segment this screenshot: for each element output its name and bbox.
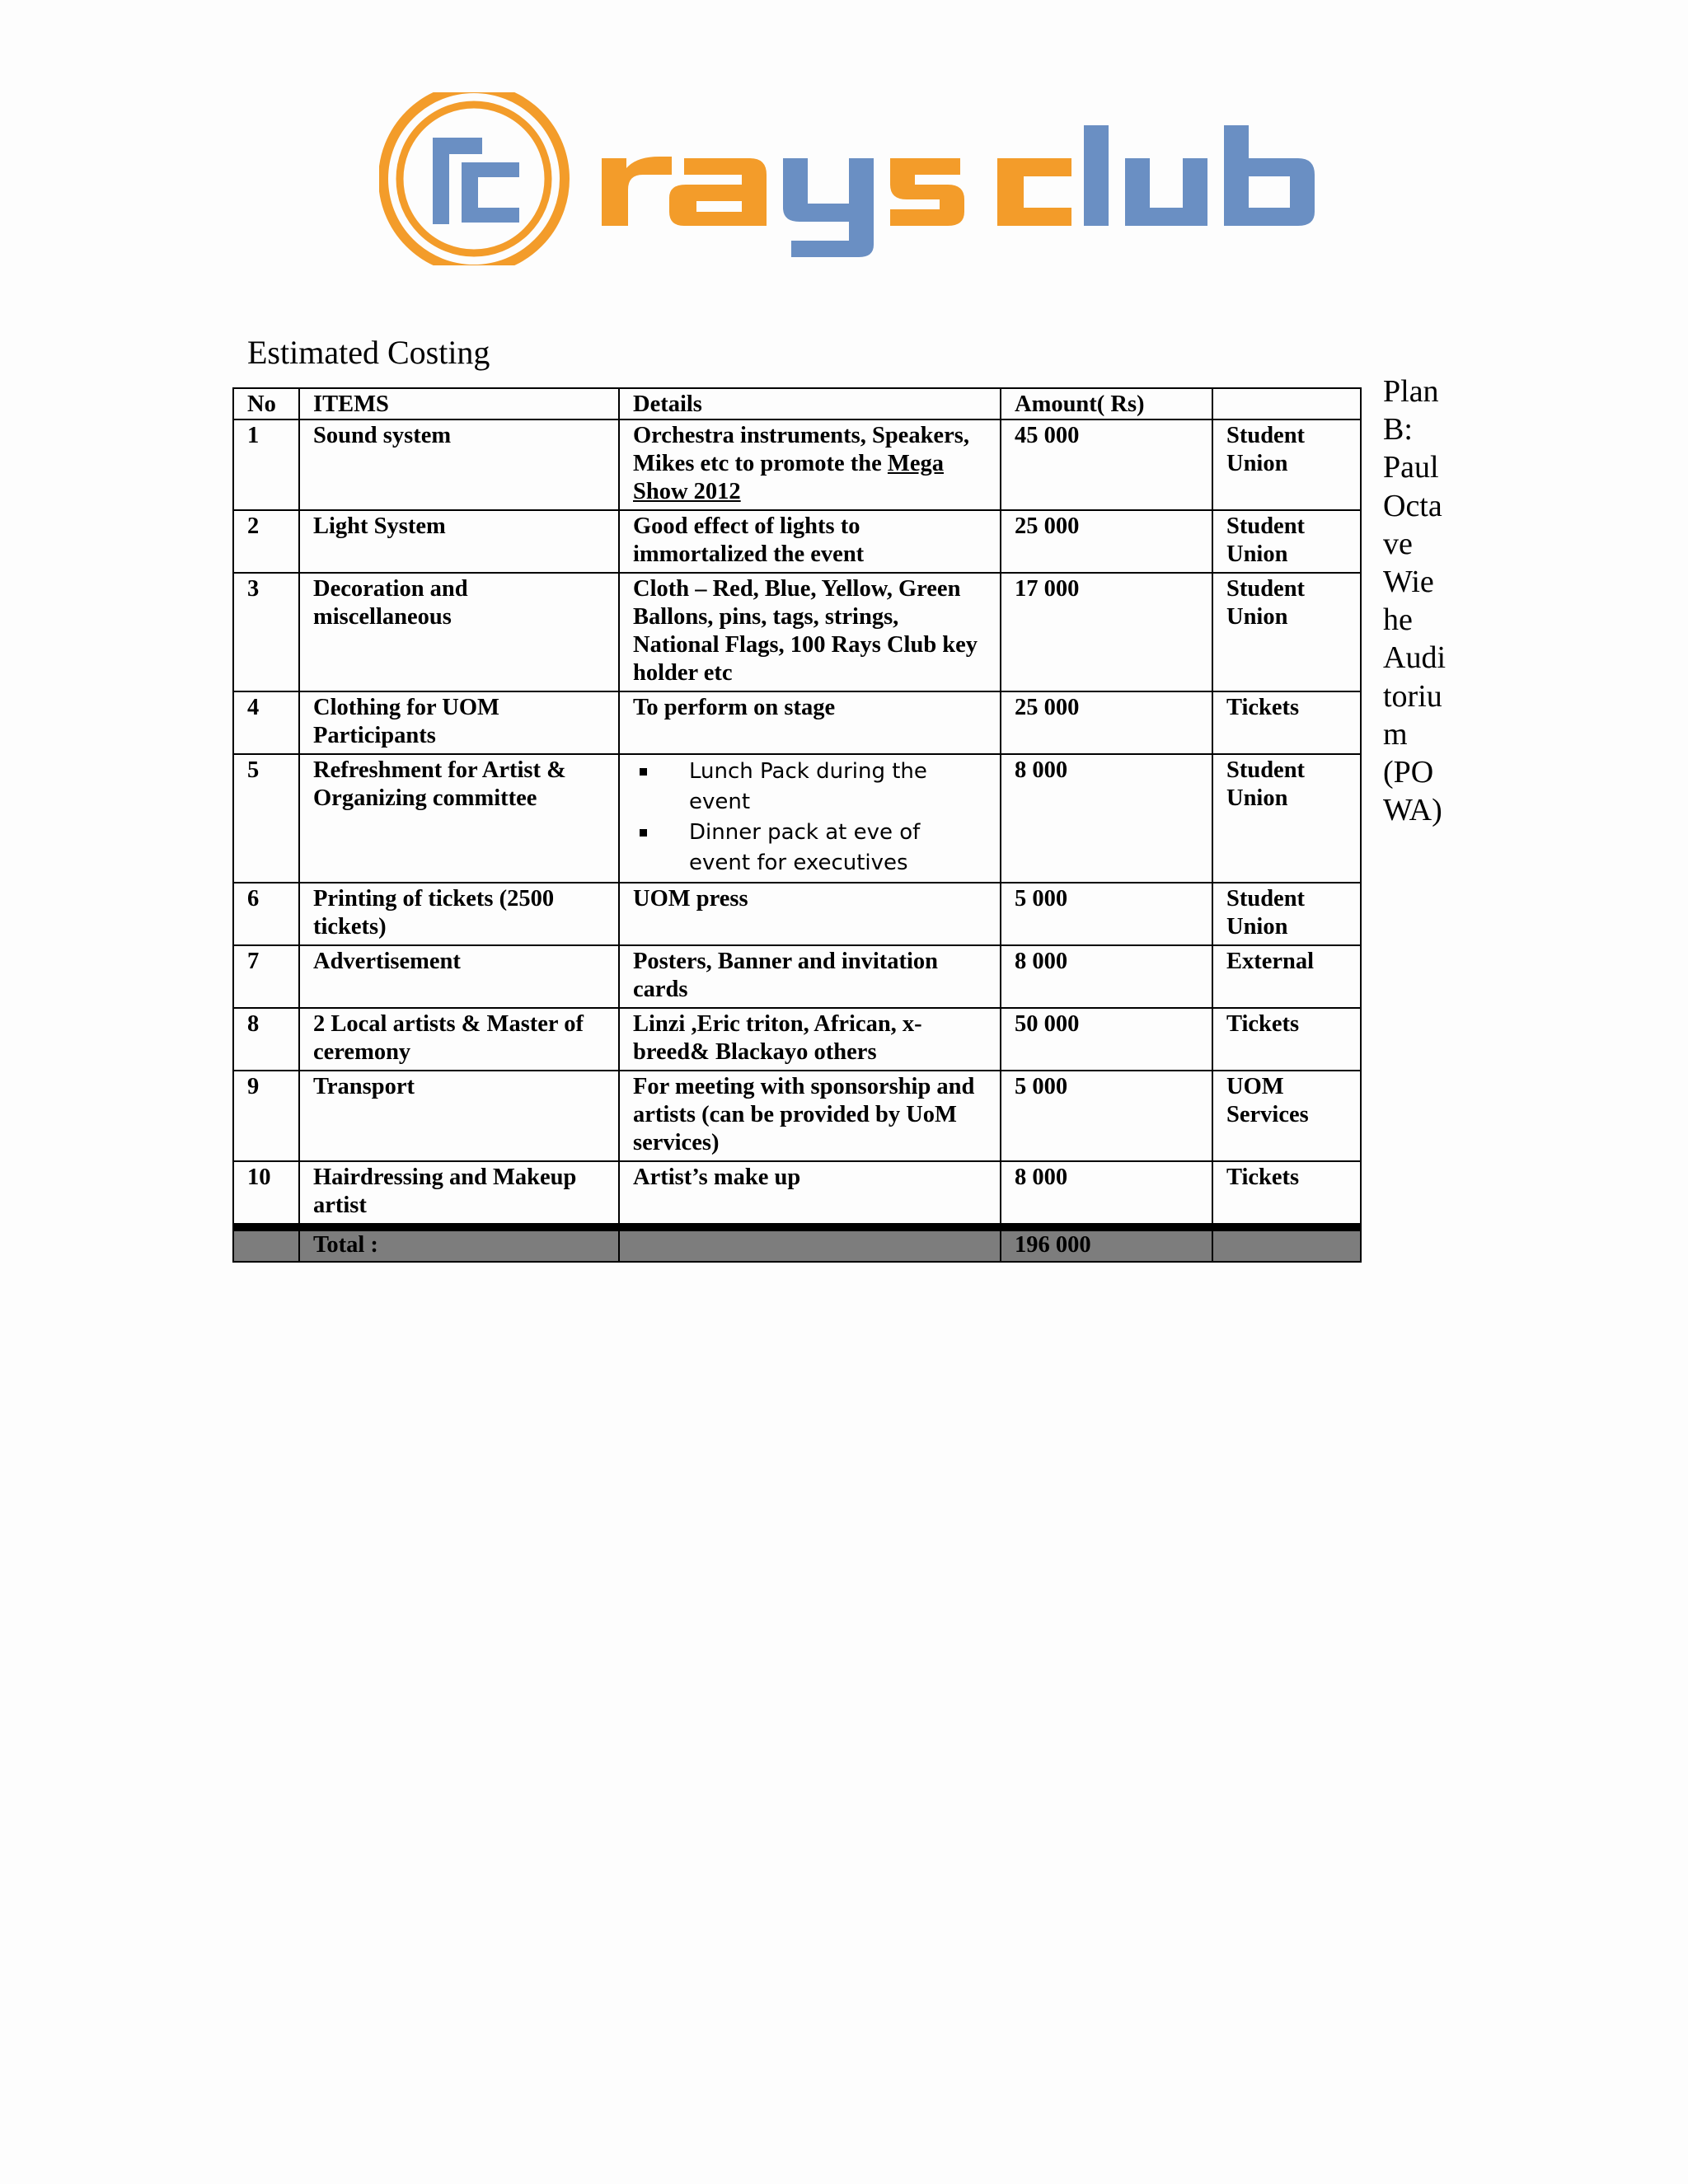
- row-details: Linzi ,Eric triton, African, x-breed& Blackayo others: [619, 1008, 1001, 1071]
- table-row: [233, 1071, 1361, 1161]
- row-source: Student Union: [1212, 883, 1361, 945]
- row-amount: 45 000: [1001, 419, 1212, 510]
- row-no: 5: [233, 754, 299, 883]
- col-header-no: No: [233, 388, 299, 419]
- row-details: [619, 754, 1001, 883]
- row-details: To perform on stage: [619, 691, 1001, 754]
- row-amount: 8 000: [1001, 1161, 1212, 1227]
- row-item: Clothing for UOM Participants: [299, 691, 619, 754]
- total-source-cell: [1212, 1227, 1361, 1262]
- row-amount: 25 000: [1001, 510, 1212, 573]
- row-item: Transport: [299, 1071, 619, 1161]
- table-row: [233, 419, 1361, 510]
- row-details: UOM press: [619, 883, 1001, 945]
- row-source: UOM Services: [1212, 1071, 1361, 1161]
- row-amount: 50 000: [1001, 1008, 1212, 1071]
- row-details-text: Orchestra instruments, Speakers, Mikes etc to promote the: [633, 423, 969, 476]
- row-no: 1: [233, 419, 299, 510]
- row-source: Student Union: [1212, 419, 1361, 510]
- table-row: [233, 883, 1361, 945]
- row-no: 6: [233, 883, 299, 945]
- col-header-items: ITEMS: [299, 388, 619, 419]
- row-amount: 8 000: [1001, 945, 1212, 1008]
- table-row: [233, 691, 1361, 754]
- row-amount: 17 000: [1001, 573, 1212, 691]
- row-details: Artist’s make up: [619, 1161, 1001, 1227]
- row-source: Tickets: [1212, 1161, 1361, 1227]
- row-details: Cloth – Red, Blue, Yellow, Green Ballons, pins, tags, strings, National Flags, 100 Rays Club key holder etc: [619, 573, 1001, 691]
- col-header-source: [1212, 388, 1361, 419]
- costing-table: [232, 387, 1362, 1263]
- table-row: [233, 510, 1361, 573]
- row-details: Good effect of lights to immortalized the event: [619, 510, 1001, 573]
- row-source: Student Union: [1212, 573, 1361, 691]
- row-amount: 5 000: [1001, 1071, 1212, 1161]
- table-row: [233, 573, 1361, 691]
- row-amount: 25 000: [1001, 691, 1212, 754]
- section-heading: Estimated Costing: [247, 334, 490, 371]
- row-item: Sound system: [299, 419, 619, 510]
- total-details-cell: [619, 1227, 1001, 1262]
- total-row: [233, 1227, 1361, 1262]
- row-no: 8: [233, 1008, 299, 1071]
- row-item: Printing of tickets (2500 tickets): [299, 883, 619, 945]
- row-no: 4: [233, 691, 299, 754]
- row-item: Hairdressing and Makeup artist: [299, 1161, 619, 1227]
- row-source: Student Union: [1212, 754, 1361, 883]
- table-row: [233, 1008, 1361, 1071]
- row-source: Student Union: [1212, 510, 1361, 573]
- table-row: [233, 1161, 1361, 1227]
- bullet-item: Lunch Pack during the event: [633, 757, 987, 818]
- refreshment-bullets: [633, 757, 987, 879]
- col-header-details: Details: [619, 388, 1001, 419]
- total-label: Total :: [299, 1227, 619, 1262]
- table-header-row: [233, 388, 1361, 419]
- total-amount: 196 000: [1001, 1227, 1212, 1262]
- row-amount: 5 000: [1001, 883, 1212, 945]
- row-source: Tickets: [1212, 1008, 1361, 1071]
- row-amount: 8 000: [1001, 754, 1212, 883]
- rays-club-logo: [379, 92, 1327, 265]
- col-header-amount: Amount( Rs): [1001, 388, 1212, 419]
- logo-text: rays club: [379, 92, 382, 93]
- row-no: 10: [233, 1161, 299, 1227]
- mega-show-underlined: Mega Show 2012: [633, 451, 944, 504]
- row-source: Tickets: [1212, 691, 1361, 754]
- row-source: External: [1212, 945, 1361, 1008]
- table-row: [233, 945, 1361, 1008]
- row-no: 3: [233, 573, 299, 691]
- row-no: 7: [233, 945, 299, 1008]
- row-details: For meeting with sponsorship and artists (can be provided by UoM services): [619, 1071, 1001, 1161]
- row-no: 2: [233, 510, 299, 573]
- row-item: Refreshment for Artist & Organizing committee: [299, 754, 619, 883]
- plan-b-note: Plan B: Paul Octave Wiehe Auditorium (POWA): [1383, 374, 1446, 828]
- row-details: [619, 419, 1001, 510]
- row-item: 2 Local artists & Master of ceremony: [299, 1008, 619, 1071]
- total-no-cell: [233, 1227, 299, 1262]
- row-details: Posters, Banner and invitation cards: [619, 945, 1001, 1008]
- row-item: Decoration and miscellaneous: [299, 573, 619, 691]
- bullet-item: Dinner pack at eve of event for executives: [633, 818, 987, 879]
- row-item: Advertisement: [299, 945, 619, 1008]
- row-item: Light System: [299, 510, 619, 573]
- row-no: 9: [233, 1071, 299, 1161]
- table-row: [233, 754, 1361, 883]
